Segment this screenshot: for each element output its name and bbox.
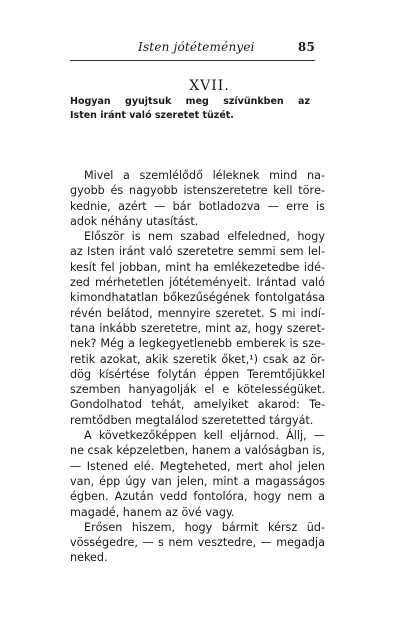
subtitle-line: Isten iránt való szeretet tüzét.	[70, 110, 234, 121]
running-header	[70, 40, 315, 58]
text-line: Mivel a szemlélődő léleknek mind na-	[84, 169, 325, 182]
text-line: neked.	[70, 551, 108, 565]
header-rule	[70, 60, 315, 61]
text-line: adok néhány utasítást.	[70, 214, 199, 228]
text-line: dög kísértése folytán éppen Teremtőjükkel	[70, 367, 325, 381]
text-line: kednie, azért — bár botladozva — erre is	[70, 199, 325, 213]
text-line: magadé, hanem az övé vagy.	[70, 505, 235, 519]
page-number: 85	[297, 40, 315, 54]
text-line: vösségedre, — s nem vesztedre, — megadja	[70, 536, 325, 550]
text-line: Erősen hiszem, hogy bármit kérsz üd-	[84, 520, 325, 534]
subtitle-line: Hogyan gyujtsuk meg szívünkben az	[70, 96, 310, 107]
text-line: az Isten iránt való szeretetre semmi sem lel-	[70, 245, 325, 259]
paragraph	[70, 229, 325, 428]
running-title: Isten jótéteményei	[138, 40, 255, 54]
chapter-subtitle	[70, 95, 310, 123]
text-line: nek? Még a legkegyetlenebb emberek is sze-	[70, 337, 325, 351]
text-line: révén belátod, mennyire szeretet. S mi indí-	[70, 306, 325, 320]
text-line: A következőképpen kell eljárnod. Állj, —	[84, 429, 325, 443]
text-line: ne csak képzeletben, hanem a valóságban is,	[70, 444, 325, 458]
text-line: — Istened elé. Megteheted, mert ahol jelen	[70, 459, 325, 473]
paragraph	[70, 428, 325, 520]
text-line: szemben hanyagolják el e kötelességüket.	[70, 383, 325, 397]
text-line: retik azokat, akik szeretik őket,¹) csak az ör-	[70, 352, 325, 366]
text-line: Gondolhatod tehát, amelyiket akarod: Te-	[70, 398, 325, 412]
chapter-number: XVII.	[189, 78, 230, 94]
text-line: Először is nem szabad elfeledned, hogy	[84, 230, 325, 244]
text-line: remtődben megtalálod szeretetted tárgyát.	[70, 413, 314, 427]
text-line: tana inkább szeretetre, mint az, hogy szeret-	[70, 321, 325, 335]
body-text	[70, 168, 325, 566]
paragraph	[70, 520, 325, 566]
text-line: zed mérhetetlen jótéteményeit. Irántad való	[70, 276, 325, 290]
text-line: gyobb és nagyobb istenszeretetre kell törе-	[70, 184, 325, 198]
text-line: van, épp úgy van jelen, mint a magasságos	[70, 474, 325, 488]
paragraph	[70, 168, 325, 229]
text-line: égben. Azután vedd fontolóra, hogy nem a	[70, 490, 325, 504]
text-line: kesít fel jobban, mint ha emlékezetedbe idé-	[70, 260, 325, 274]
text-line: kimondhatatlan bőkezűségének fontolgatása	[70, 291, 325, 305]
